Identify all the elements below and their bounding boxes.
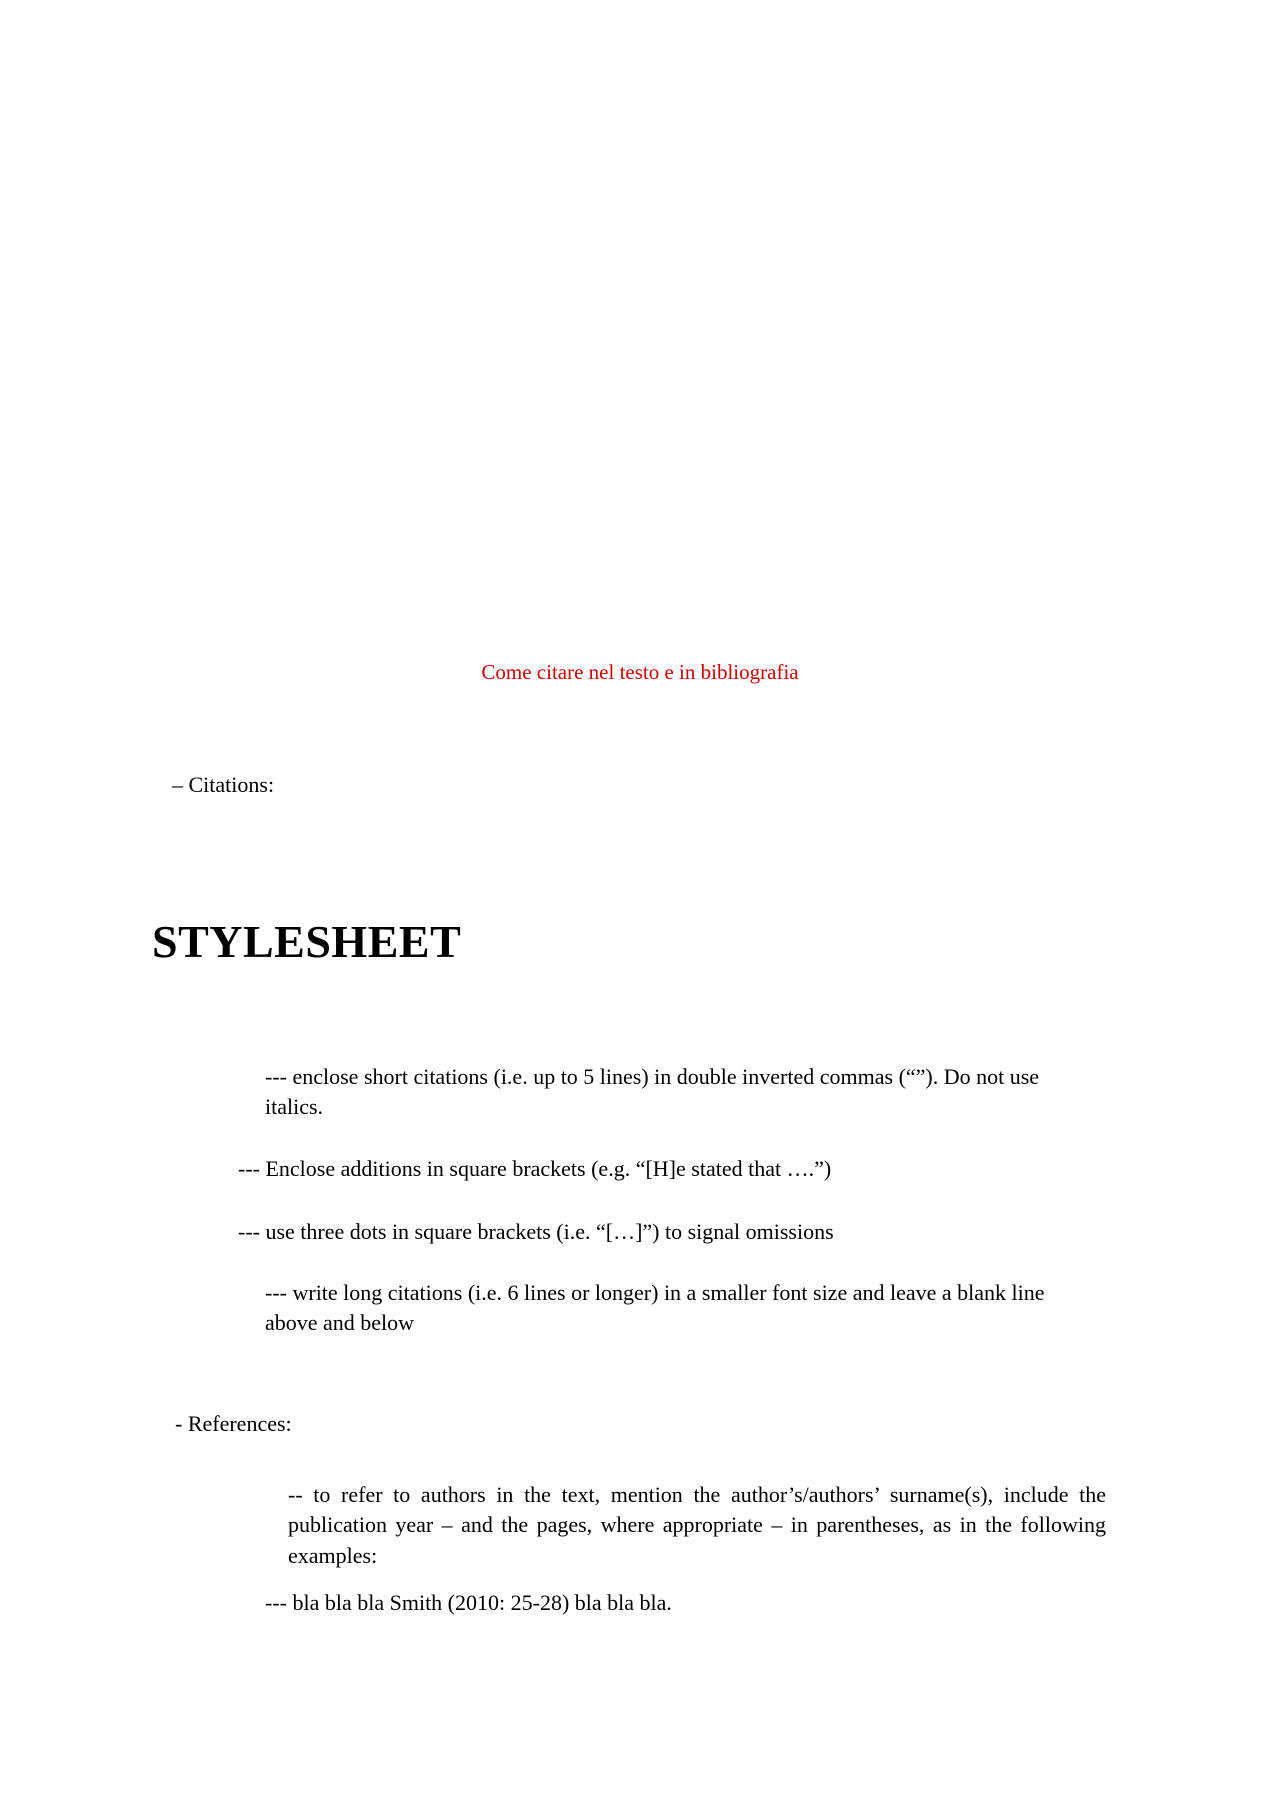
citations-section-label: – Citations: — [172, 772, 275, 797]
references-section-label: - References: — [175, 1411, 292, 1436]
list-item: --- Enclose additions in square brackets (e.g. “[H]e stated that ….”) — [238, 1156, 832, 1181]
list-item: --- write long citations (i.e. 6 lines or longer) in a smaller font size and leave a blank line above and below — [265, 1280, 1045, 1336]
list-item: --- enclose short citations (i.e. up to 5 lines) in double inverted commas (“”). Do not use italics. — [265, 1064, 1040, 1120]
list-item: --- bla bla bla Smith (2010: 25-28) bla bla bla. — [265, 1590, 672, 1615]
stylesheet-heading: STYLESHEET — [152, 916, 462, 967]
list-item: --- use three dots in square brackets (i.e. “[…]”) to signal omissions — [238, 1219, 834, 1244]
list-item: -- to refer to authors in the text, mention the author’s/authors’ surname(s), include the publication year – and the pages, where appropriate – in parentheses, as in the following examples: — [288, 1482, 1106, 1568]
page-title: Come citare nel testo e in bibliografia — [481, 660, 799, 684]
